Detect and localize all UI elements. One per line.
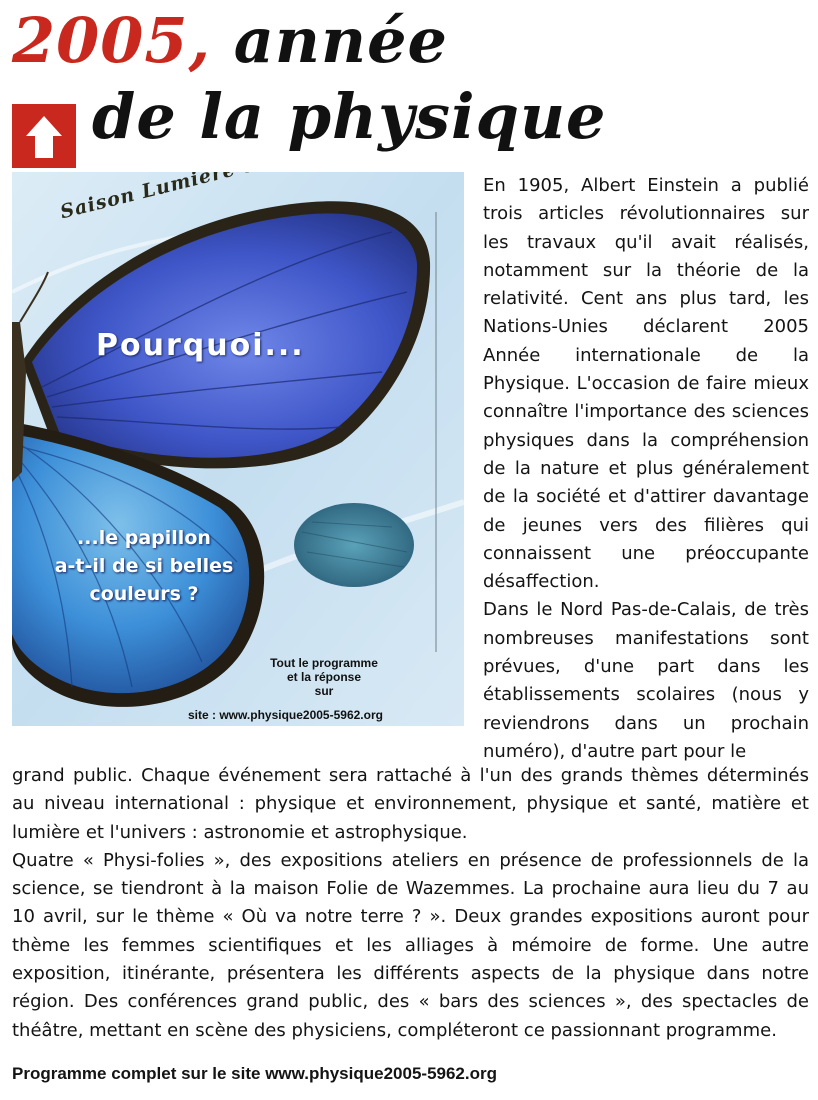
- title-line-1: [12, 6, 448, 76]
- poster-site-url: site : www.physique2005-5962.org: [188, 708, 383, 722]
- article-paragraph: Dans le Nord Pas-de-Calais, de très nombreuses manifestations sont prévues, d'une part dans les établissements scolaires (nous y reviendrons dans un prochain numéro), d'autre part pour le: [483, 599, 809, 762]
- poster-question: ...le papillon a-t-il de si belles couleurs ?: [54, 527, 234, 605]
- article-paragraph: Quatre « Physi-folies », des expositions ateliers en présence de professionnels de la science, se tiendront à la maison Folie de Wazemmes. La prochaine aura lieu du 7 au 10 avril, sur le thème « Où va notre terre ? ». Deux grandes expositions auront pour thème les femmes scientifiques et les alliages à mémoire de forme. Une autre exposition, itinérante, présentera les différents aspects de la physique dans notre région. Des conférences grand public, des « bars des sciences », des spectacles de théâtre, mettant en scène des physiciens, compléteront ce passionnant programme.: [12, 849, 809, 1041]
- butterfly-illustration: [12, 172, 464, 726]
- footer-program-link: Programme complet sur le site www.physique2005-5962.org: [12, 1064, 497, 1083]
- title-word: année: [233, 4, 448, 77]
- title-year: 2005,: [12, 4, 212, 77]
- poster-pourquoi: Pourquoi...: [96, 328, 305, 363]
- poster-program-note: Tout le programme et la réponse sur: [270, 656, 378, 698]
- article-paragraph: grand public. Chaque événement sera rattaché à l'un des grands thèmes déterminés au niveau international : physique et environnement, physique et santé, matière et lumière et l'univers : astronomie et astrophysique.: [12, 765, 809, 843]
- article-column: [483, 172, 809, 766]
- arrow-up-icon: [12, 104, 76, 168]
- poster-credits-strip: [433, 212, 439, 652]
- article-full-width: [12, 762, 809, 1045]
- article-paragraph: En 1905, Albert Einstein a publié trois articles révolutionnaires sur les travaux qu'il avait réalisés, notamment sur la théorie de la relativité. Cent ans plus tard, les Nations-Unies déclarent 2005 Année internationale de la Physique. L'occasion de faire mieux connaître l'importance des sciences physiques dans la compréhension de la nature et plus généralement de la société et d'attirer davantage de jeunes vers des filières qui connaissent une préoccupante désaffection.: [483, 175, 809, 593]
- title-line-2: de la physique: [92, 80, 607, 153]
- poster-image: [12, 172, 464, 726]
